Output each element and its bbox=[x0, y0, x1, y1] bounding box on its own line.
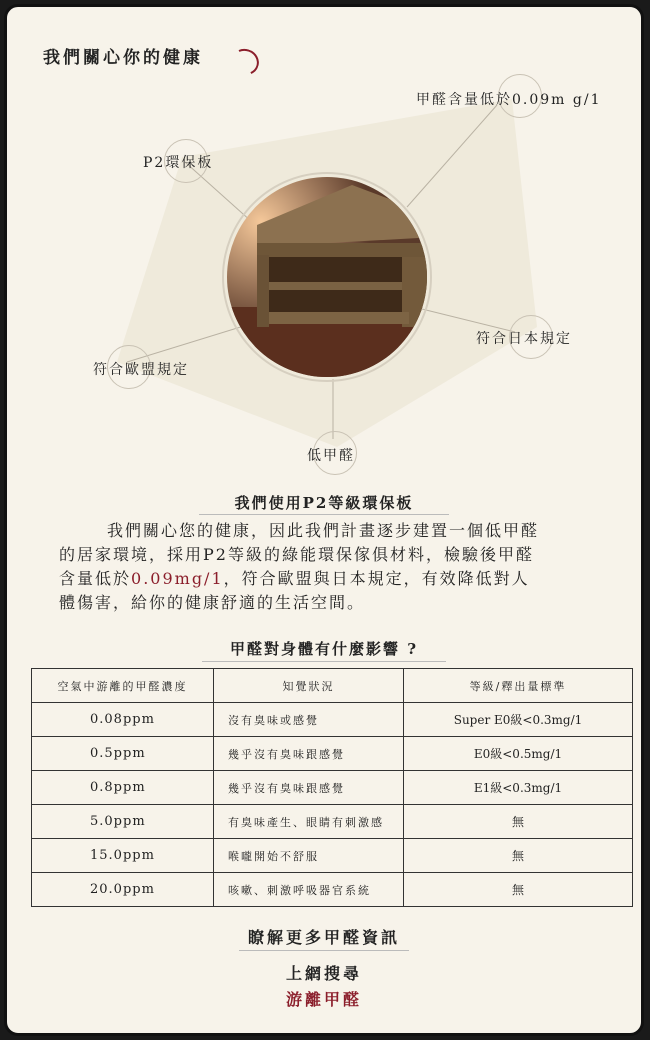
intro-line-4: 體傷害，給你的健康舒適的生活空間。 bbox=[59, 593, 366, 612]
cell-grade: E1級<0.3mg/1 bbox=[404, 771, 633, 805]
cell-concentration: 5.0ppm bbox=[32, 805, 214, 839]
cell-concentration: 0.5ppm bbox=[32, 737, 214, 771]
intro-highlight-value: 0.09mg/1 bbox=[131, 569, 224, 588]
table-row bbox=[32, 737, 633, 771]
heading-underline bbox=[202, 661, 446, 662]
cell-grade: E0級<0.5mg/1 bbox=[404, 737, 633, 771]
footer-search-keyword: 游離甲醛 bbox=[285, 990, 362, 1009]
intro-line-3 bbox=[59, 567, 604, 591]
table-row bbox=[32, 703, 633, 737]
column-header-perception: 知覺狀況 bbox=[214, 669, 404, 703]
table-row bbox=[32, 805, 633, 839]
cell-concentration: 0.08ppm bbox=[32, 703, 214, 737]
label-japan-standard: 符合日本規定 bbox=[476, 331, 572, 347]
page-frame bbox=[4, 4, 644, 1036]
footer-search-online: 上網搜尋 bbox=[285, 964, 362, 983]
cell-grade: Super E0級<0.3mg/1 bbox=[404, 703, 633, 737]
cell-perception: 咳嗽、刺激呼吸器官系統 bbox=[214, 873, 404, 907]
cell-perception: 沒有臭味或感覺 bbox=[214, 703, 404, 737]
footer-more-info: 瞭解更多甲醛資訊 bbox=[247, 928, 400, 947]
intro-line-2: 的居家環境，採用P2等級的綠能環保傢俱材料，檢驗後甲醛 bbox=[59, 545, 534, 564]
intro-line-3-after: ，符合歐盟與日本規定，有效降低對人 bbox=[223, 569, 530, 588]
label-p2-board: P2環保板 bbox=[143, 155, 214, 171]
label-low-formaldehyde: 低甲醛 bbox=[307, 448, 355, 464]
label-eu-standard: 符合歐盟規定 bbox=[93, 362, 189, 378]
cell-perception: 幾乎沒有臭味跟感覺 bbox=[214, 771, 404, 805]
cell-concentration: 15.0ppm bbox=[32, 839, 214, 873]
cell-grade: 無 bbox=[404, 805, 633, 839]
intro-paragraph bbox=[59, 519, 604, 615]
intro-heading: 我們使用P2等級環保板 bbox=[234, 494, 414, 512]
cell-concentration: 0.8ppm bbox=[32, 771, 214, 805]
table-row bbox=[32, 839, 633, 873]
cell-perception: 有臭味產生、眼睛有刺激感 bbox=[214, 805, 404, 839]
label-formaldehyde-content: 甲醛含量低於0.09m g/1 bbox=[416, 92, 602, 108]
page-title: 我們關心你的健康 bbox=[43, 48, 203, 68]
cell-grade: 無 bbox=[404, 873, 633, 907]
formaldehyde-table bbox=[31, 668, 633, 907]
cell-grade: 無 bbox=[404, 839, 633, 873]
intro-line-3-before: 含量低於 bbox=[59, 569, 132, 588]
heading-underline bbox=[199, 514, 449, 515]
table-header-row bbox=[32, 669, 633, 703]
table-row bbox=[32, 771, 633, 805]
cell-perception: 幾乎沒有臭味跟感覺 bbox=[214, 737, 404, 771]
cell-perception: 喉嚨開始不舒服 bbox=[214, 839, 404, 873]
cell-concentration: 20.0ppm bbox=[32, 873, 214, 907]
diagram bbox=[7, 7, 641, 487]
table-heading: 甲醛對身體有什麼影響 ? bbox=[229, 640, 418, 658]
column-header-grade: 等級/釋出量標準 bbox=[404, 669, 633, 703]
footer-underline bbox=[239, 950, 409, 951]
column-header-concentration: 空氣中游離的甲醛濃度 bbox=[32, 669, 214, 703]
table-row bbox=[32, 873, 633, 907]
intro-line-1: 我們關心您的健康，因此我們計畫逐步建置一個低甲醛 bbox=[107, 521, 540, 540]
